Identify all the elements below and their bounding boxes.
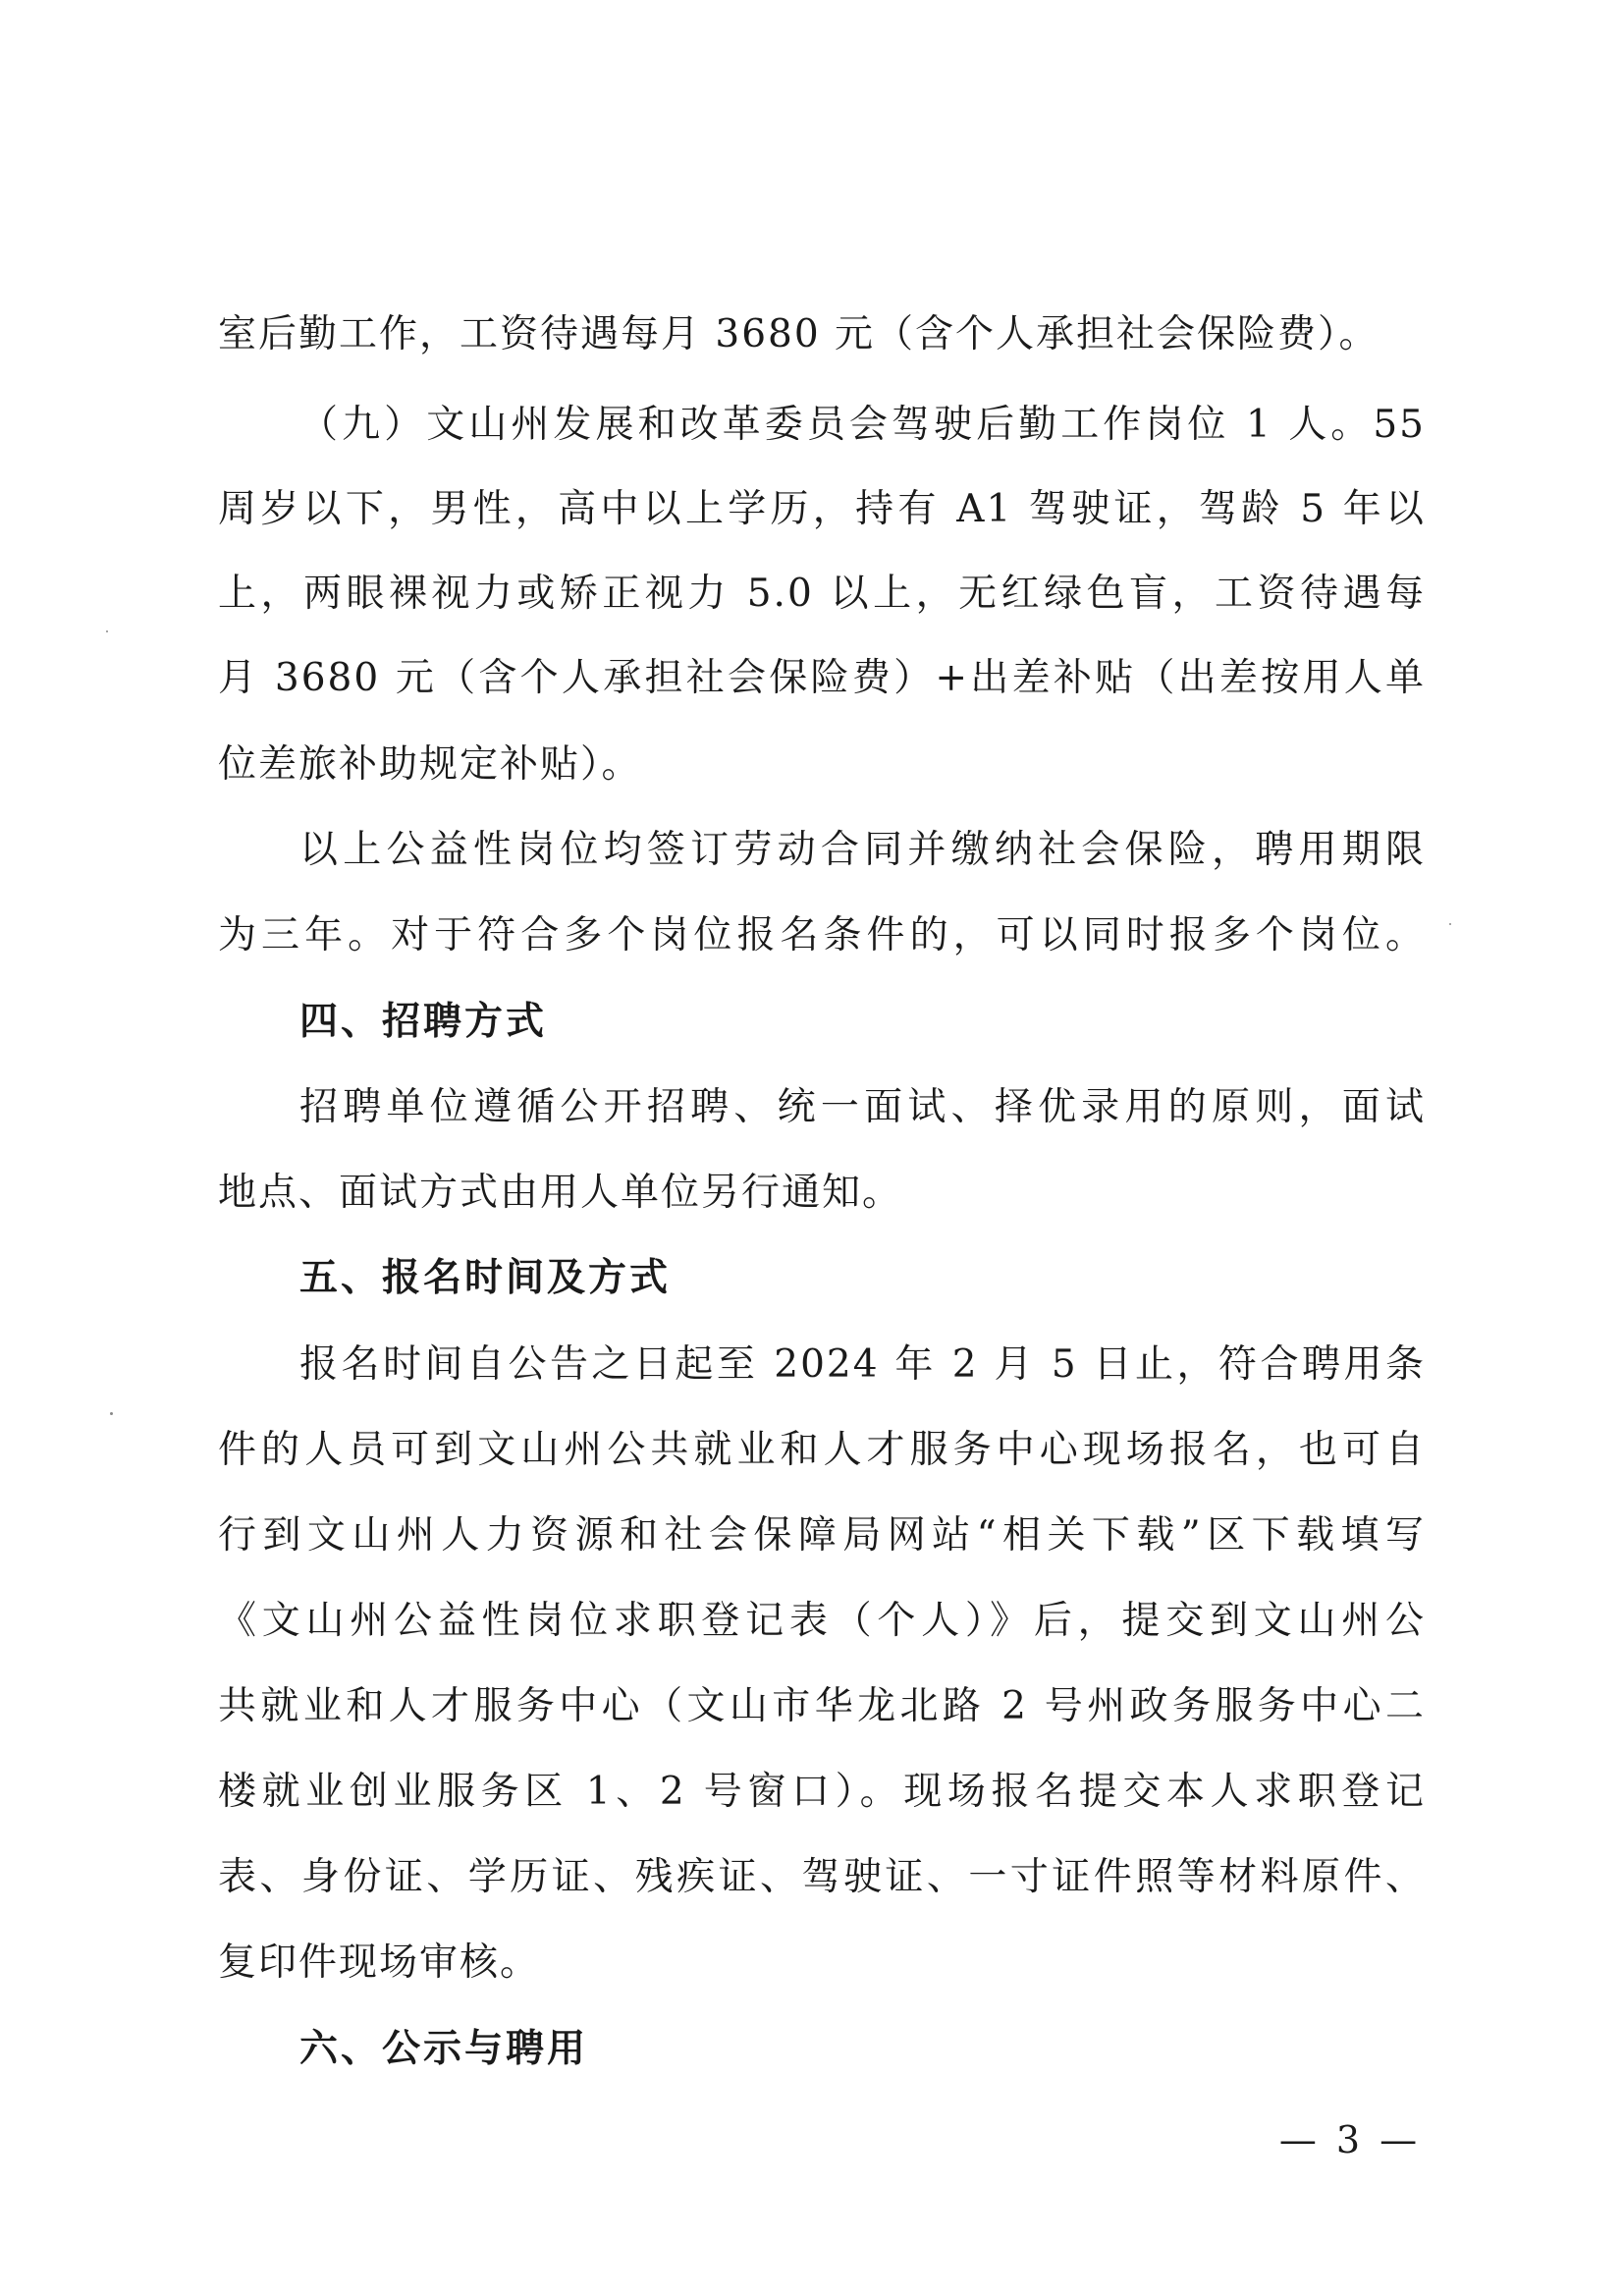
paragraph-line: 报名时间自公告之日起至 2024 年 2 月 5 日止，符合聘用条 xyxy=(299,1342,1426,1387)
paragraph-line: 以上公益性岗位均签订劳动合同并缴纳社会保险，聘用期限 xyxy=(299,828,1426,872)
page-number: — 3 — xyxy=(1278,2118,1422,2161)
paragraph-line: 周岁以下，男性，高中以上学历，持有 A1 驾驶证，驾龄 5 年以 xyxy=(218,487,1426,531)
section-heading: 五、报名时间及方式 xyxy=(299,1256,672,1300)
scan-speck xyxy=(1449,923,1451,925)
section-heading: 四、招聘方式 xyxy=(299,1000,548,1044)
paragraph-line: 地点、面试方式由用人单位另行通知。 xyxy=(218,1171,903,1215)
paragraph-line: 《文山州公益性岗位求职登记表（个人）》后，提交到文山州公 xyxy=(218,1599,1426,1643)
paragraph-line: 行到文山州人力资源和社会保障局网站“相关下载”区下载填写 xyxy=(218,1513,1426,1558)
paragraph-line: 为三年。对于符合多个岗位报名条件的，可以同时报多个岗位。 xyxy=(218,913,1426,957)
scan-speck xyxy=(106,630,108,632)
paragraph-line: 件的人员可到文山州公共就业和人才服务中心现场报名，也可自 xyxy=(218,1428,1426,1472)
section-heading: 六、公示与聘用 xyxy=(299,2027,589,2071)
paragraph-line: 招聘单位遵循公开招聘、统一面试、择优录用的原则，面试 xyxy=(299,1085,1426,1129)
paragraph-line: 室后勤工作，工资待遇每月 3680 元（含个人承担社会保险费）。 xyxy=(218,312,1380,356)
paragraph-line: 月 3680 元（含个人承担社会保险费）+出差补贴（出差按用人单 xyxy=(218,656,1426,700)
paragraph-line: 共就业和人才服务中心（文山市华龙北路 2 号州政务服务中心二 xyxy=(218,1684,1426,1728)
paragraph-line: 复印件现场审核。 xyxy=(218,1941,541,1985)
scan-speck xyxy=(110,1412,113,1415)
paragraph-line: 位差旅补助规定补贴）。 xyxy=(218,742,642,787)
paragraph-line: 上，两眼裸视力或矫正视力 5.0 以上，无红绿色盲，工资待遇每 xyxy=(218,572,1426,616)
paragraph-line: （九）文山州发展和改革委员会驾驶后勤工作岗位 1 人。55 xyxy=(299,403,1426,447)
paragraph-line: 楼就业创业服务区 1、2 号窗口）。现场报名提交本人求职登记 xyxy=(218,1770,1426,1814)
paragraph-line: 表、身份证、学历证、残疾证、驾驶证、一寸证件照等材料原件、 xyxy=(218,1855,1426,1899)
